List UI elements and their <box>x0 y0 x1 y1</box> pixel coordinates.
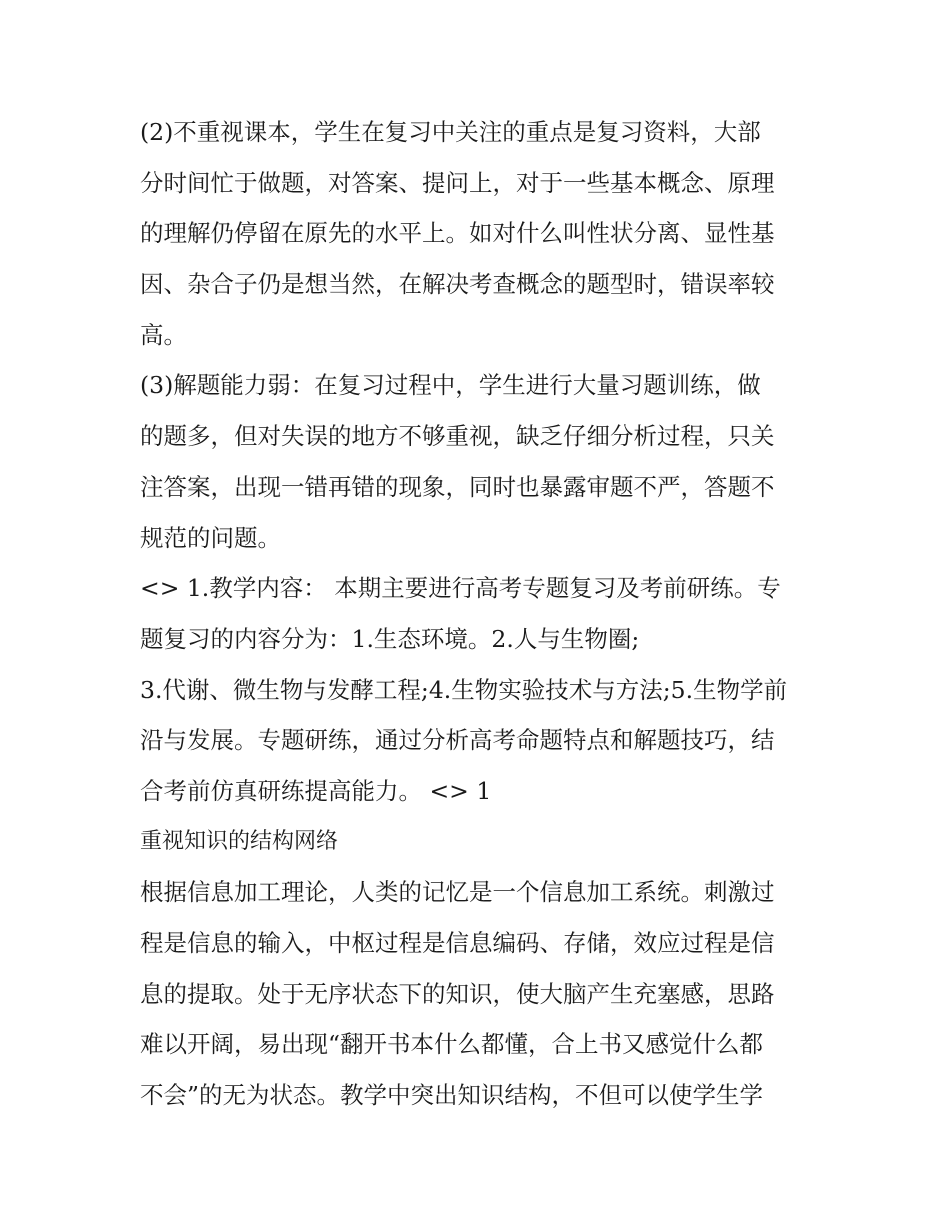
text-line: <> 1.教学内容： 本期主要进行高考专题复习及考前研练。专 <box>140 574 781 603</box>
text-line: 沿与发展。专题研练，通过分析高考命题特点和解题技巧，结 <box>140 726 775 755</box>
text-line: 题复习的内容分为：1.生态环境。2.人与生物圈; <box>140 624 640 653</box>
text-line: 注答案，出现一错再错的现象，同时也暴露审题不严，答题不 <box>140 472 775 501</box>
paragraph-teaching-content <box>140 563 820 664</box>
text-line: 因、杂合子仍是想当然，在解决考查概念的题型时，错误率较 <box>140 270 775 299</box>
text-line: 根据信息加工理论，人类的记忆是一个信息加工系统。刺激过 <box>140 878 775 907</box>
text-line: 分时间忙于做题，对答案、提问上，对于一些基本概念、原理 <box>140 168 775 197</box>
text-line: 程是信息的输入，中枢过程是信息编码、存储，效应过程是信 <box>140 929 775 957</box>
text-line: (2)不重视课本，学生在复习中关注的重点是复习资料，大部 <box>140 118 761 146</box>
text-line: 合考前仿真研练提高能力。 <> 1 <box>140 776 492 805</box>
text-line: 难以开阔，易出现“翻开书本什么都懂，合上书又感觉什么都 <box>140 1030 764 1059</box>
text-line: 的题多，但对失误的地方不够重视，缺乏仔细分析过程，只关 <box>140 422 775 451</box>
text-line: 的理解仍停留在原先的水平上。如对什么叫性状分离、显性基 <box>140 219 775 248</box>
paragraph-topic-list <box>140 665 820 817</box>
text-line: 规范的问题。 <box>140 523 281 552</box>
text-line: 不会”的无为状态。教学中突出知识结构，不但可以使学生学 <box>140 1081 764 1110</box>
paragraph-knowledge-structure <box>140 867 820 1120</box>
section-heading <box>140 817 820 868</box>
paragraph-problem-solving <box>140 360 820 563</box>
text-line: 高。 <box>140 320 187 349</box>
document-body <box>140 107 820 1121</box>
heading-line: 重视知识的结构网络 <box>140 828 339 854</box>
text-line: 息的提取。处于无序状态下的知识，使大脑产生充塞感，思路 <box>140 979 775 1008</box>
text-line: 3.代谢、微生物与发酵工程;4.生物实验技术与方法;5.生物学前 <box>140 675 788 704</box>
text-line: (3)解题能力弱：在复习过程中，学生进行大量习题训练，做 <box>140 371 761 400</box>
paragraph-textbook-issue <box>140 107 820 360</box>
